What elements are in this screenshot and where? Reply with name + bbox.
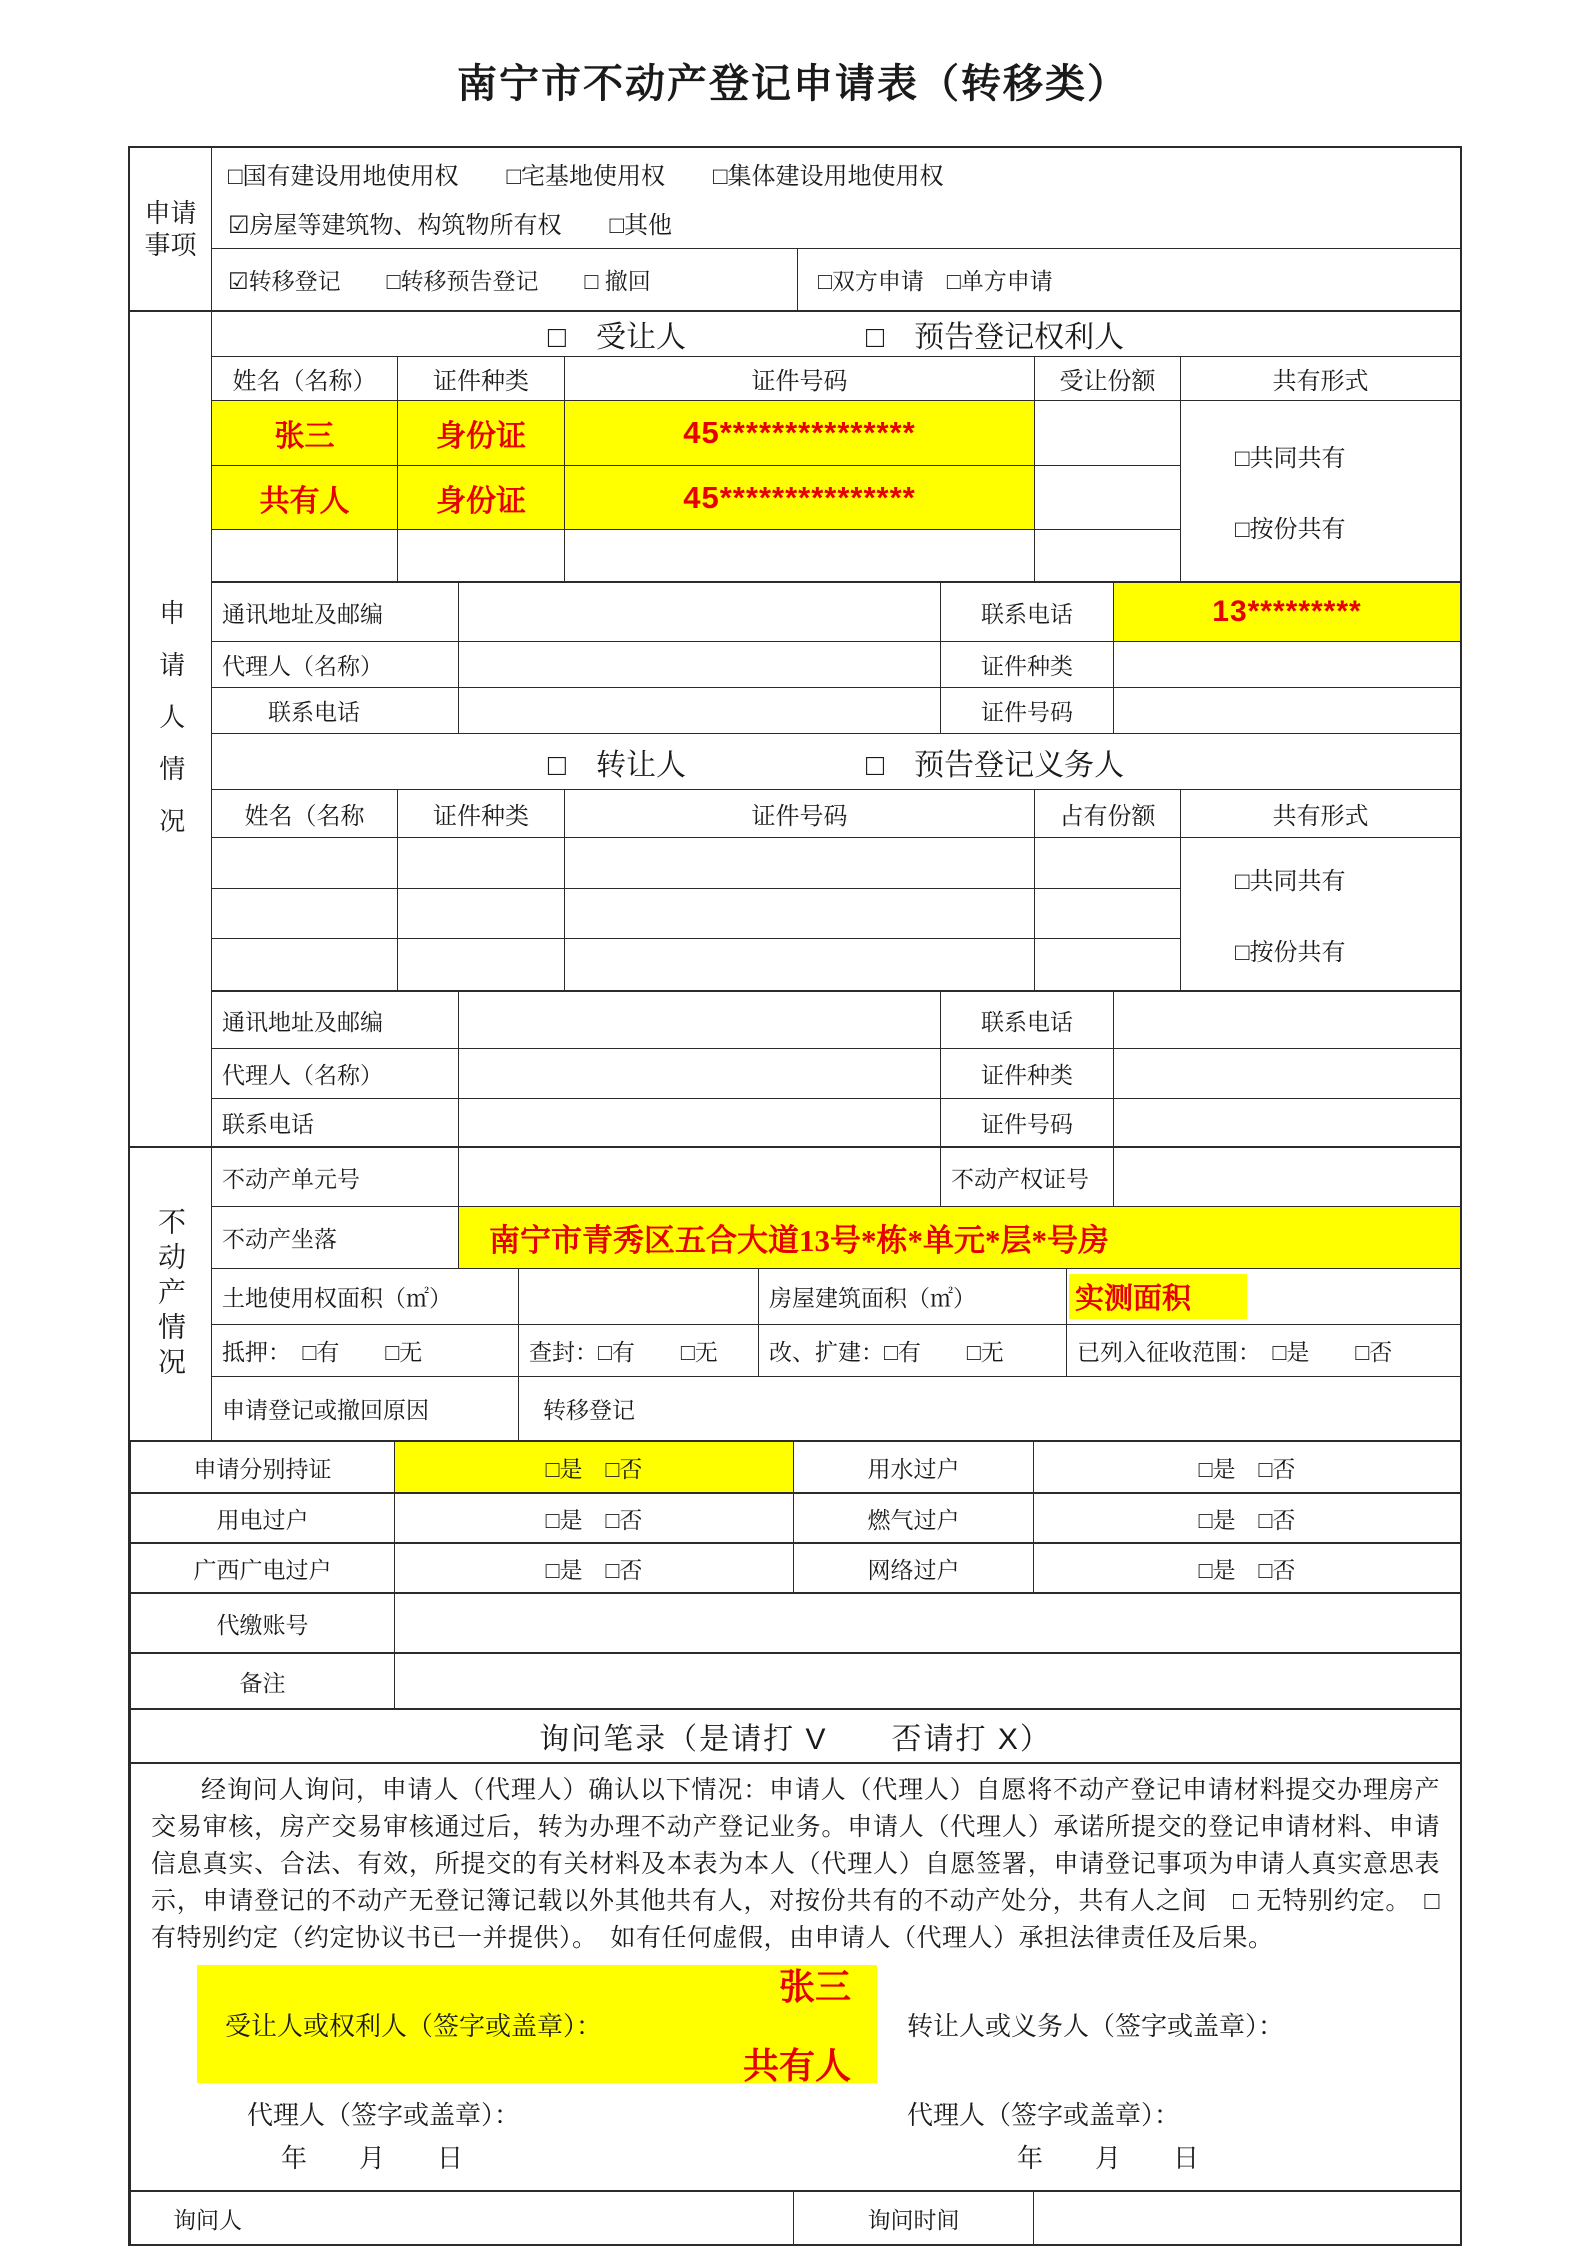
gas-transfer-label: 燃气过户 [793,1494,1033,1542]
utility-row [130,1542,1460,1592]
transferee-signature-area [151,1965,891,2086]
date-row [151,2139,1440,2173]
property-side-label-text: 不动产情况 [155,1206,186,1382]
footer-row [130,2190,1460,2244]
cell-doc-no[interactable]: 45*************** [564,401,1034,465]
agent-signature-label: 代理人（签字或盖章）： [907,2099,1181,2130]
water-transfer-label: 用水过户 [793,1442,1033,1492]
phone-label: 联系电话 [940,992,1113,1048]
agent-doc-no-label: 证件号码 [940,1099,1113,1146]
cell-name[interactable] [212,889,397,938]
seizure-options[interactable]: 查封：□有 □无 [518,1325,758,1376]
utility-row [130,1492,1460,1542]
land-area-field[interactable] [518,1269,758,1324]
right-type-options-line1[interactable]: □国有建设用地使用权 □宅基地使用权 □集体建设用地使用权 [228,163,944,190]
agent-doc-type-label: 证件种类 [940,1049,1113,1098]
phone-label: 联系电话 [940,583,1113,641]
cell-doc-no[interactable] [564,838,1034,888]
transferee-co-ownership-cell[interactable] [1180,401,1460,581]
col-header-name: 姓名（名称） [232,368,377,395]
cell-doc-no[interactable]: 45*************** [564,466,1034,529]
land-area-label: 土地使用权面积（㎡） [222,1285,452,1311]
inquiry-block [130,1764,1460,2190]
address-label: 通讯地址及邮编 [222,600,383,627]
signature-name: 共有人 [742,2046,851,2086]
cell-doc-type[interactable] [397,889,564,938]
location-label: 不动产坐落 [222,1226,337,1252]
address-field[interactable] [458,992,940,1048]
apply-mode-text[interactable]: □双方申请 □单方申请 [818,268,1053,294]
agent-field[interactable] [458,1049,940,1098]
payment-account-label: 代缴账号 [130,1594,394,1652]
inquiry-time-field[interactable] [1033,2192,1460,2244]
gas-transfer-options[interactable]: □是 □否 [1033,1494,1460,1542]
inquirer-label: 询问人 [173,2206,242,2233]
network-transfer-label: 网络过户 [793,1544,1033,1592]
inquiry-title: 询问笔录（是请打 V 否请打 X） [130,1710,1460,1762]
transferee-header [212,312,1460,356]
cert-no-label: 不动产权证号 [940,1148,1113,1206]
phone-field[interactable]: 13********* [1113,583,1460,641]
payment-account-field[interactable] [394,1594,1460,1652]
col-header-doc-type: 证件种类 [397,790,564,837]
agent-label: 代理人（名称） [222,1062,383,1088]
remark-row [130,1652,1460,1708]
cert-no-field[interactable] [1113,1148,1460,1206]
col-header-co-own: 共有形式 [1180,357,1460,400]
agent-doc-type-label: 证件种类 [940,642,1113,687]
payment-account-row [130,1592,1460,1652]
apply-items-side-label [130,148,212,310]
separate-cert-label: 申请分别持证 [130,1442,394,1492]
inquirer-cell[interactable] [130,2192,793,2244]
registration-form [128,146,1462,2246]
electricity-transfer-options[interactable]: □是 □否 [394,1494,793,1542]
mortgage-options[interactable]: 抵押： □有 □无 [222,1339,423,1365]
transferee-signatures [743,1959,851,2089]
transferee-row [212,465,1180,529]
building-area-value[interactable]: 实测面积 [1069,1274,1247,1319]
cell-doc-type[interactable]: 身份证 [397,466,564,529]
phone-field[interactable] [1113,992,1460,1048]
transferor-co-ownership-cell[interactable] [1180,838,1460,990]
cell-share[interactable] [1034,401,1180,465]
cell-share[interactable] [1034,838,1180,888]
applicant-side-label [130,312,212,1146]
inquiry-time-label: 询问时间 [793,2192,1033,2244]
transferor-row [212,938,1180,990]
cell-doc-no[interactable] [564,530,1034,581]
col-header-doc-type: 证件种类 [397,357,564,400]
agent-doc-no-field[interactable] [1113,1099,1460,1146]
address-label: 通讯地址及邮编 [222,1008,383,1035]
co-own-shares-checkbox-label[interactable]: □按份共有 [1235,939,1346,966]
cell-doc-type[interactable]: 身份证 [397,401,564,465]
agent-phone-label: 联系电话 [222,1111,314,1137]
prenote-rightholder-checkbox-label[interactable]: □ 预告登记权利人 [866,321,1125,354]
cell-doc-no[interactable] [564,889,1034,938]
separate-cert-options[interactable]: □是 □否 [394,1442,793,1492]
apply-items-label-line1: 申请 [144,197,197,228]
agent-phone-field[interactable] [458,1099,940,1146]
agent-phone-field[interactable] [458,688,940,733]
address-field[interactable] [458,583,940,641]
signature-name: 张三 [778,1967,851,2007]
agent-phone-label: 联系电话 [268,699,360,725]
rebuild-options[interactable]: 改、扩建：□有 □无 [758,1325,1066,1376]
cell-name[interactable] [212,530,397,581]
col-header-share: 占有份额 [1034,790,1180,837]
cable-transfer-label: 广西广电过户 [130,1544,394,1592]
inquiry-block-row [130,1762,1460,2190]
cell-name[interactable] [212,939,397,990]
right-type-options-line2[interactable]: ☑房屋等建筑物、构筑物所有权 □其他 [228,212,673,239]
electricity-transfer-label: 用电过户 [130,1494,394,1542]
col-header-share: 受让份额 [1034,357,1180,400]
transferor-header [212,734,1460,789]
date-left-area[interactable] [151,2138,891,2175]
cell-doc-type[interactable] [397,939,564,990]
section-apply-items [130,148,1460,310]
water-transfer-options[interactable]: □是 □否 [1033,1442,1460,1492]
transferor-row [212,888,1180,938]
utility-row [130,1440,1460,1492]
col-header-co-own: 共有形式 [1180,790,1460,837]
registration-type-text[interactable]: ☑转移登记 □转移预告登记 □ 撤回 [228,268,651,294]
cell-name[interactable]: 共有人 [212,466,397,529]
agent-doc-type-field[interactable] [1113,1049,1460,1098]
cable-transfer-options[interactable]: □是 □否 [394,1544,793,1592]
agent-doc-no-label: 证件号码 [940,688,1113,733]
transferee-row [212,401,1180,465]
remark-label: 备注 [130,1654,394,1708]
apply-items-label-line2: 事项 [144,230,197,260]
section-applicant [130,310,1460,1146]
signature-row [151,1965,1440,2086]
cell-share[interactable] [1034,466,1180,529]
property-side-label [130,1148,212,1440]
section-property [130,1146,1460,1440]
reason-value[interactable]: 转移登记 [518,1377,1460,1440]
inquiry-title-row [130,1708,1460,1762]
reason-label: 申请登记或撤回原因 [222,1397,429,1423]
co-own-joint-checkbox-label[interactable]: □共同共有 [1235,445,1346,472]
expropriation-options[interactable]: 已列入征收范围： □是 □否 [1066,1325,1460,1376]
agent-signature-row [151,2089,1440,2137]
agent-label: 代理人（名称） [222,653,383,679]
apply-mode-options[interactable] [797,249,1460,310]
transferee-signature-label: 受让人或权利人（签字或盖章）： [225,2010,603,2041]
network-transfer-options[interactable]: □是 □否 [1033,1544,1460,1592]
unit-no-field[interactable] [458,1148,940,1206]
transferor-signature-label: 转让人或义务人（签字或盖章）： [907,2010,1285,2041]
cell-doc-no[interactable] [564,939,1034,990]
col-header-doc-no: 证件号码 [564,790,1034,837]
building-area-field[interactable] [1066,1269,1460,1324]
agent-signature-right[interactable] [891,2095,1440,2132]
applicant-side-label-text: 申请人情况 [155,599,186,859]
cell-share[interactable] [1034,889,1180,938]
agent-doc-type-field[interactable] [1113,642,1460,687]
right-type-options[interactable] [212,148,1460,248]
transferor-signature-area[interactable] [891,1965,1440,2083]
cell-share[interactable] [1034,530,1180,581]
prenote-obligor-checkbox-label[interactable]: □ 预告登记义务人 [866,748,1125,782]
agent-field[interactable] [458,642,940,687]
cell-name[interactable]: 张三 [212,401,397,465]
cell-doc-type[interactable] [397,530,564,581]
cell-doc-type[interactable] [397,838,564,888]
agent-signature-label: 代理人（签字或盖章）： [247,2099,521,2130]
transferor-row [212,838,1180,888]
transferor-checkbox-label[interactable]: □ 转让人 [547,748,686,782]
transferee-checkbox-label[interactable]: □ 受让人 [547,321,686,354]
location-field[interactable]: 南宁市青秀区五合大道13号*栋*单元*层*号房 [458,1207,1460,1268]
co-own-shares-checkbox-label[interactable]: □按份共有 [1235,516,1346,543]
col-header-name: 姓名（名称 [244,803,365,830]
building-area-label: 房屋建筑面积（㎡） [758,1269,1066,1324]
col-header-doc-no: 证件号码 [564,357,1034,400]
unit-no-label: 不动产单元号 [222,1165,360,1192]
date-right-area[interactable] [891,2138,1440,2175]
registration-type-options[interactable] [212,249,797,310]
remark-field[interactable] [394,1654,1460,1708]
cell-share[interactable] [1034,939,1180,990]
co-own-joint-checkbox-label[interactable]: □共同共有 [1235,868,1346,895]
cell-name[interactable] [212,838,397,888]
transferee-row [212,529,1180,581]
agent-signature-left[interactable] [151,2095,891,2132]
date-left-text: 年 月 日 [281,2142,464,2173]
agent-doc-no-field[interactable] [1113,688,1460,733]
inquiry-paragraph: 经询问人询问，申请人（代理人）确认以下情况：申请人（代理人）自愿将不动产登记申请材料提交办理房产交易审核，房产交易审核通过后，转为办理不动产登记业务。申请人（代理人）承诺所提交的登记申请材料、申请信息真实、合法、有效，所提交的有关材料及本表为本人（代理人）自愿签署，申请登记事项为申请人真实意思表示，申请登记的不动产无登记簿记载以外其他共有人，对按份共有的不动产处分，共有人之间 □ 无特别约定。 □ 有特别约定（约定协议书已一并提供）。 如有任何虚假，由申请人（代理人）承担法律责任及后果。 [151,1776,1440,1952]
transferee-signature-highlight[interactable] [197,1965,877,2086]
form-title: 南宁市不动产登记申请表（转移类） [457,62,1129,106]
date-right-text: 年 月 日 [1017,2142,1200,2173]
